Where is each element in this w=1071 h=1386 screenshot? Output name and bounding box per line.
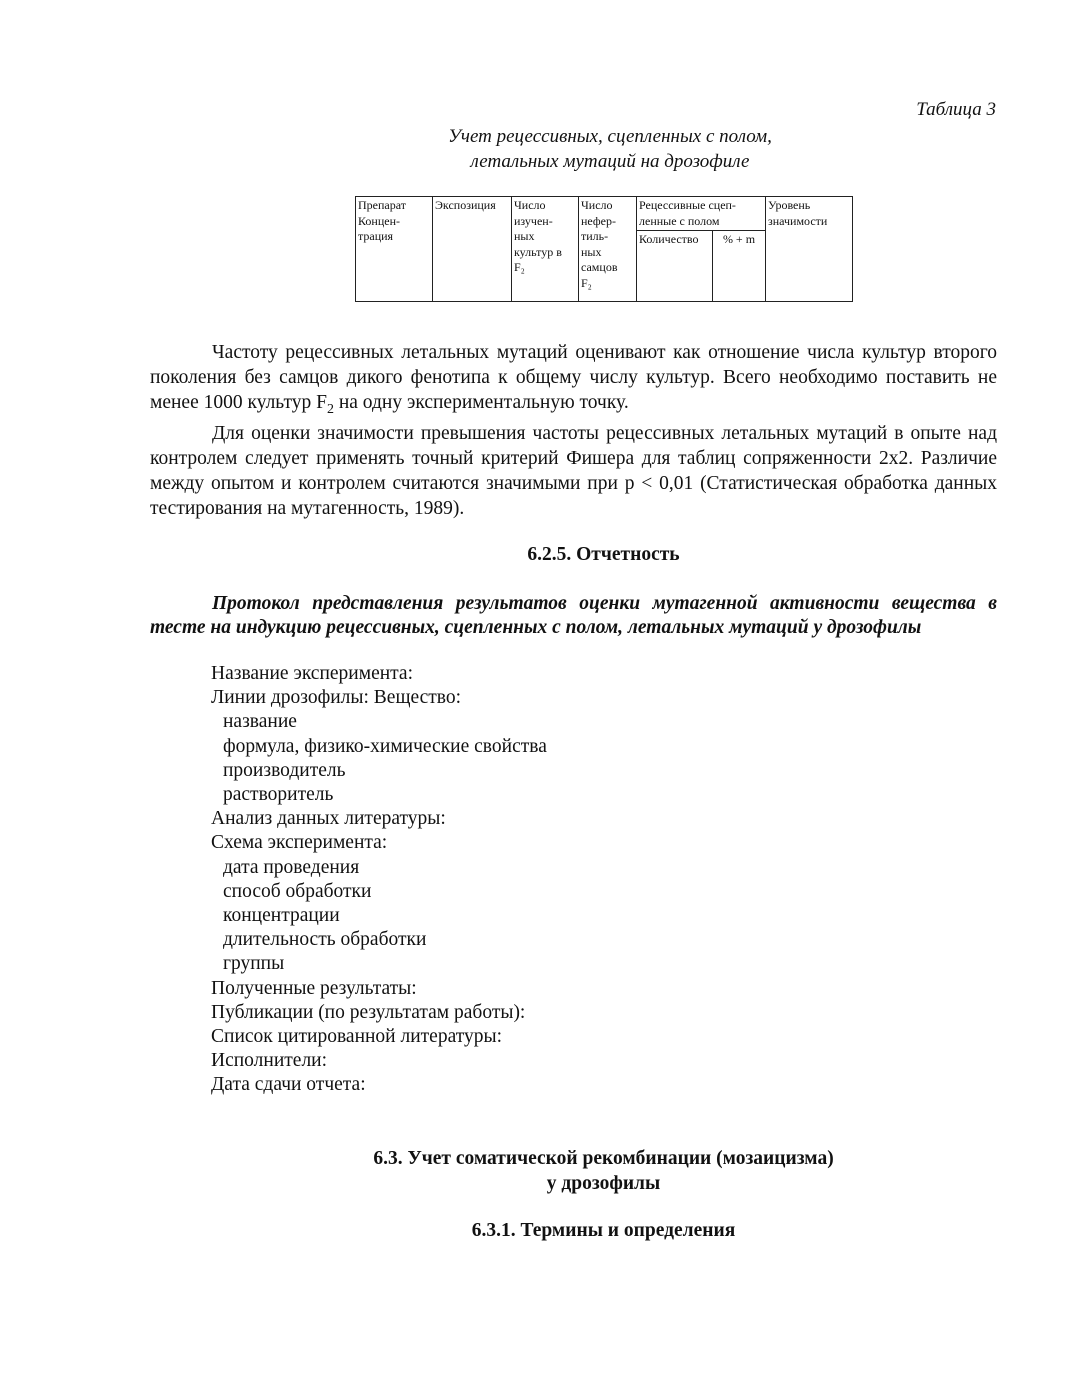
protocol-subitem: производитель: [223, 759, 346, 781]
section-heading-6-3-line-2: у дрозофилы: [546, 1173, 661, 1194]
protocol-item: Дата сдачи отчета:: [211, 1074, 366, 1096]
header-drug: Препарат Концен- трация: [356, 197, 433, 302]
paragraph-frequency-end: на одну экспериментальную точку.: [333, 392, 629, 413]
table-title-line-1: Учет рецессивных, сцепленных с полом,: [448, 126, 772, 147]
section-heading-6-3: [150, 1146, 1057, 1196]
section-heading-6-2-5: 6.2.5. Отчетность: [527, 544, 680, 565]
header-exposure: Экспозиция: [433, 197, 512, 302]
protocol-subitem: концентрации: [223, 905, 340, 927]
protocol-subitem: растворитель: [223, 784, 334, 806]
table-label: Таблица 3: [916, 99, 996, 120]
header-significance: Уровень значимости: [766, 197, 853, 302]
protocol-subitem: название: [223, 711, 297, 733]
header-recessive: Рецессивные сцеп- ленные с полом: [637, 197, 766, 231]
header-infertile: Число нефер- тиль- ных самцов F₂: [579, 197, 637, 302]
protocol-list: [211, 662, 547, 1098]
table-title-line-2: летальных мутаций на дрозофиле: [470, 151, 750, 172]
protocol-item: Название эксперимента:: [211, 663, 413, 684]
table-title: [300, 124, 920, 174]
section-heading-6-3-line-1: 6.3. Учет соматической рекомбинации (мозаицизма): [373, 1148, 834, 1169]
protocol-subitem: способ обработки: [223, 880, 372, 902]
header-percent: % + m: [713, 231, 766, 302]
protocol-item: Полученные результаты:: [211, 977, 417, 999]
header-cultures: Число изучен- ных культур в F₂: [512, 197, 579, 302]
mutation-table: [355, 196, 853, 302]
protocol-item: Анализ данных литературы:: [211, 808, 446, 830]
protocol-item: Публикации (по результатам работы):: [211, 1001, 526, 1023]
section-heading-6-3-1: 6.3.1. Термины и определения: [471, 1220, 736, 1241]
protocol-subitem: длительность обработки: [223, 929, 427, 951]
protocol-item: Список цитированной литературы:: [211, 1026, 503, 1048]
protocol-title: Протокол представления результатов оценки мутагенной активности вещества в тесте на индукцию рецессивных, сцепленных с полом, летальных мутаций у дрозофилы: [150, 593, 997, 638]
paragraph-frequency-text: Частоту рецессивных летальных мутаций оценивают как отношение числа культур второго поколения без самцов дикого фенотипа к общему числу культур. Всего необходимо поставить не менее 1000 культур F: [150, 342, 997, 413]
protocol-item: Линии дрозофилы: Вещество:: [211, 687, 462, 709]
protocol-item: Исполнители:: [211, 1050, 328, 1072]
protocol-item: Схема эксперимента:: [211, 832, 388, 854]
protocol-subitem: дата проведения: [223, 856, 360, 878]
protocol-subitem: формула, физико-химические свойства: [223, 735, 547, 757]
protocol-subitem: группы: [223, 953, 285, 975]
paragraph-significance: Для оценки значимости превышения частоты рецессивных летальных мутаций в опыте над контролем следует применять точный критерий Фишера для таблиц сопряженности 2х2. Различие между опытом и контролем считаются значимыми при р < 0,01 (Статистическая обработка данных тестирования на мутагенность, 1989).: [150, 423, 997, 519]
paragraph-frequency: [150, 340, 997, 422]
f2-subscript: 2: [326, 401, 334, 417]
header-count: Количество: [637, 231, 713, 302]
